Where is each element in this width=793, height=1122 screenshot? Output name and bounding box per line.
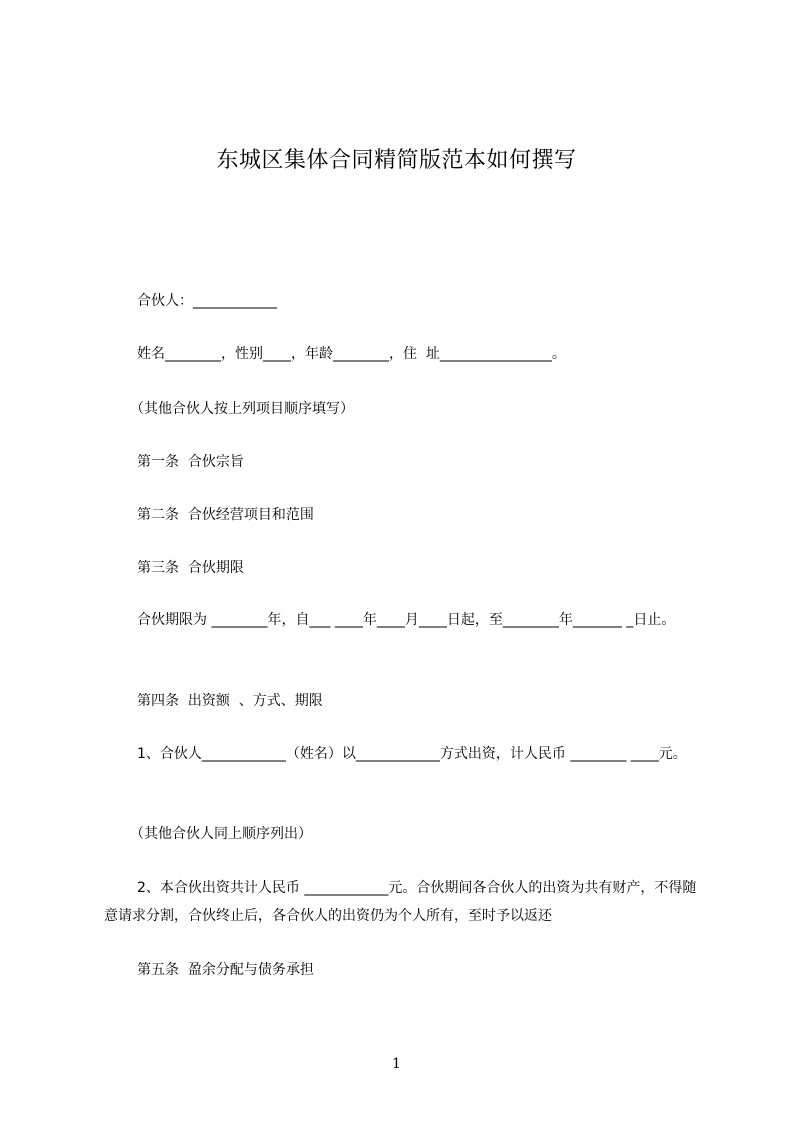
partner-info-line: 姓名________，性别____，年龄________，住 址________________。 [137,346,566,362]
other-partners-note: （其他合伙人同上顺序列出） [130,826,312,842]
page-number: 1 [392,1056,401,1072]
term-paragraph: 合伙期限为 ________年，自___ ____年____月____日起，至________年_______ _日止。 [137,612,676,628]
contribution-paragraph: 1、合伙人____________（姓名）以____________方式出资，计人民币 ________ ____元。 [137,746,687,762]
article-1-heading: 第一条 合伙宗旨 [137,454,244,470]
article-4-heading: 第四条 出资额 、方式、期限 [137,693,323,709]
fill-note: （其他合伙人按上列项目顺序填写） [130,401,354,417]
document-title: 东城区集体合同精简版范本如何撰写 [216,148,577,173]
article-2-heading: 第二条 合伙经营项目和范围 [137,507,314,523]
partner-line: 合伙人：____________ [137,293,277,309]
total-contribution-paragraph: 2、本合伙出资共计人民币 ____________元。合伙期间各合伙人的出资为共有财产，不得随意请求分割，合伙终止后，各合伙人的出资仍为个人所有，至时予以返还 [104,880,697,924]
article-5-heading: 第五条 盈余分配与债务承担 [137,962,314,978]
article-3-heading: 第三条 合伙期限 [137,560,244,576]
